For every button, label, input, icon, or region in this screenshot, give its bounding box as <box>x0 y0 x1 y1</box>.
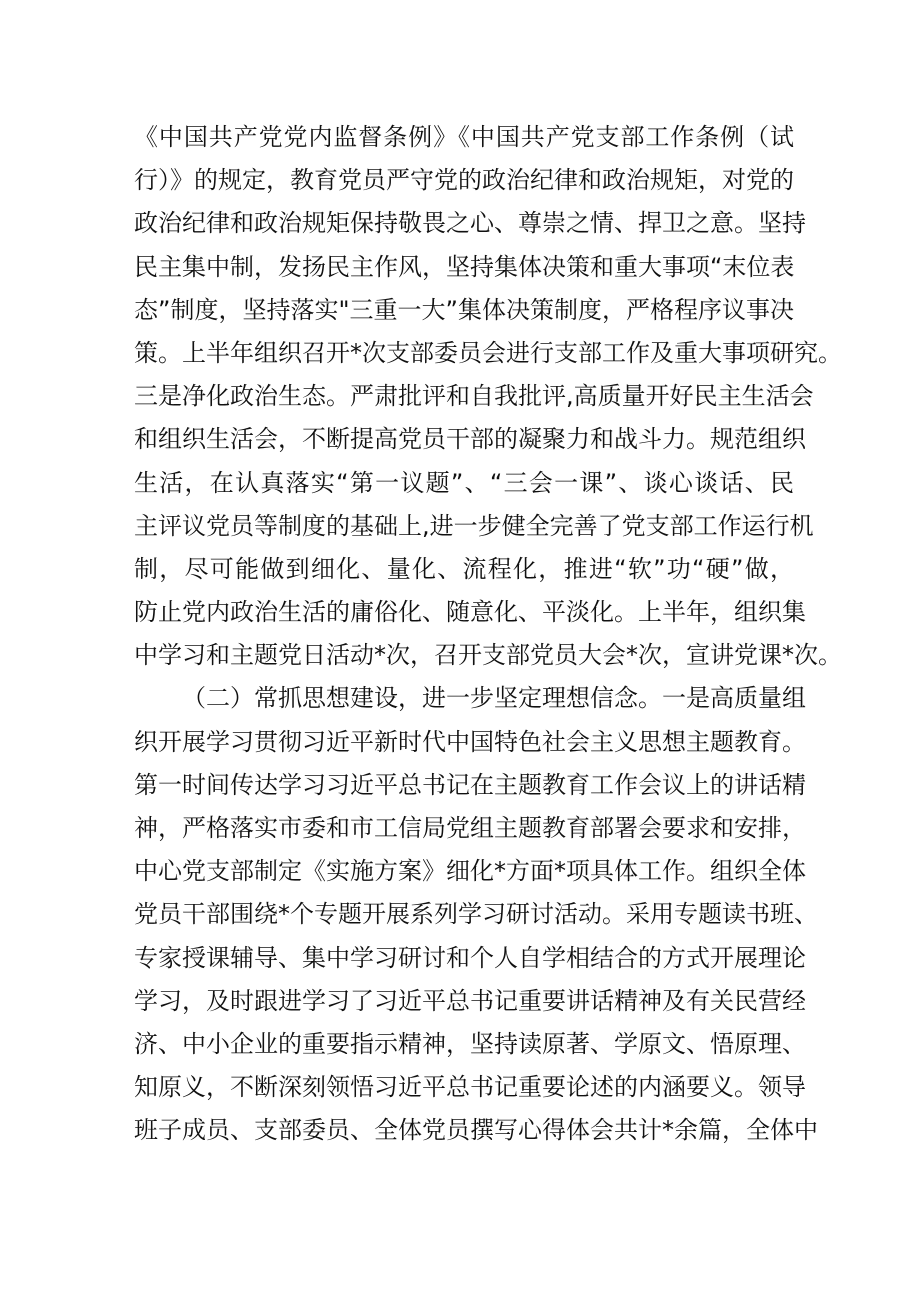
text-line: 班子成员、支部委员、全体党员撰写心得体会共计*余篇，全体中 <box>134 1116 818 1145</box>
text-line: 学习，及时跟进学习了习近平总书记重要讲话精神及有关民营经 <box>134 986 806 1015</box>
text-line: 济、中小企业的重要指示精神，坚持读原著、学原文、悟原理、 <box>134 1029 806 1058</box>
text-line: 中心党支部制定《实施方案》细化*方面*项具体工作。组织全体 <box>134 857 806 886</box>
text-line: 党员干部围绕*个专题开展系列学习研讨活动。采用专题读书班、 <box>134 900 818 929</box>
text-line: 防止党内政治生活的庸俗化、随意化、平淡化。上半年，组织集 <box>134 598 806 627</box>
text-line: 织开展学习贯彻习近平新时代中国特色社会主义思想主题教育。 <box>134 727 806 756</box>
text-line: 《中国共产党党内监督条例》《中国共产党支部工作条例（试 <box>134 123 794 151</box>
text-line: 神，严格落实市委和市工信局党组主题教育部署会要求和安排， <box>134 814 806 842</box>
text-line: 政治纪律和政治规矩保持敬畏之心、尊崇之情、捍卫之意。坚持 <box>134 209 806 238</box>
text-line: 制，尽可能做到细化、量化、流程化，推进“软”功“硬”做， <box>134 554 794 583</box>
text-line: 和组织生活会，不断提高党员干部的凝聚力和战斗力。规范组织 <box>134 425 806 454</box>
text-line: 态”制度，坚持落实"三重一大”集体决策制度，严格程序议事决 <box>134 295 794 324</box>
text-line: 主评议党员等制度的基础上,进一步健全完善了党支部工作运行机 <box>134 511 814 540</box>
text-line: 第一时间传达学习习近平总书记在主题教育工作会议上的讲话精 <box>134 770 806 799</box>
text-line: 专家授课辅导、集中学习研讨和个人自学相结合的方式开展理论 <box>134 943 806 972</box>
text-line: 生活，在认真落实“第一议题”、“三会一课”、谈心谈话、民 <box>134 468 794 497</box>
text-line: 民主集中制，发扬民主作风，坚持集体决策和重大事项“末位表 <box>134 252 795 281</box>
text-line: 知原义，不断深刻领悟习近平总书记重要论述的内涵要义。领导 <box>134 1073 806 1102</box>
section-heading-line: （二）常抓思想建设，进一步坚定理想信念。一是高质量组 <box>182 684 806 713</box>
text-line: 三是净化政治生态。严肃批评和自我批评,高质量开好民主生活会 <box>134 382 814 411</box>
body-text <box>134 116 842 1153</box>
text-line: 策。上半年组织召开*次支部委员会进行支部工作及重大事项研究。 <box>134 338 842 367</box>
text-line: 行）》的规定，教育党员严守党的政治纪律和政治规矩，对党的 <box>134 166 794 195</box>
paragraph-end-line: 中学习和主题党日活动*次，召开支部党员大会*次，宣讲党课*次。 <box>134 641 842 670</box>
